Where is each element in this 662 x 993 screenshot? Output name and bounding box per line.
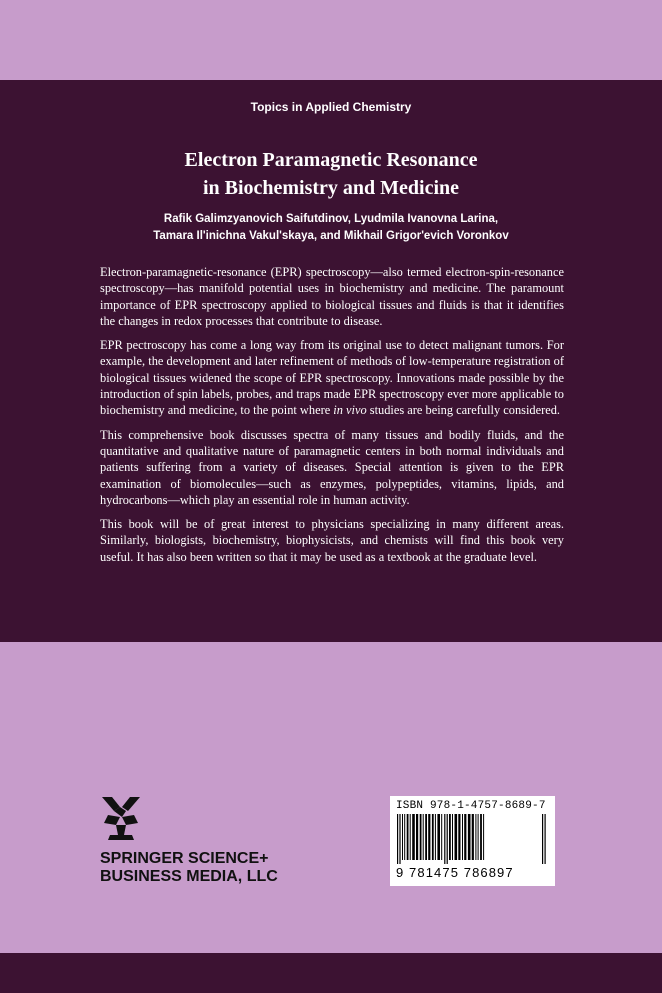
barcode-bar [420, 814, 422, 860]
series-title: Topics in Applied Chemistry [250, 100, 412, 114]
barcode-bar [416, 814, 418, 860]
barcode-bars [396, 814, 547, 864]
barcode-bar [412, 814, 415, 860]
barcode-bar [455, 814, 458, 860]
barcode-digits: 9 781475 786897 [396, 865, 514, 880]
barcode-bar [449, 814, 451, 860]
barcode-bar [404, 814, 405, 860]
barcode-bar [464, 814, 466, 860]
publisher-line-1: SPRINGER SCIENCE+ [100, 850, 269, 867]
barcode-bar [452, 814, 453, 860]
barcode-bar [444, 814, 445, 864]
barcode-bar [542, 814, 543, 864]
barcode-bar [435, 814, 436, 860]
book-title-line-1: Electron Paramagnetic Resonance [184, 149, 478, 171]
authors [0, 211, 662, 245]
barcode-bar [545, 814, 546, 864]
barcode-bar [478, 814, 479, 860]
authors-line-1: Rafik Galimzyanovich Saifutdinov, Lyudmila Ivanovna Larina, [163, 213, 499, 225]
barcode-bar [410, 814, 411, 860]
isbn-barcode [390, 796, 555, 886]
isbn-label: ISBN 978-1-4757-8689-7 [396, 800, 546, 812]
barcode-bar [480, 814, 482, 860]
back-cover-panel [0, 80, 662, 642]
barcode-bar [432, 814, 434, 860]
blurb-paragraph-4: This book will be of great interest to physicians specializing in many different areas. Similarly, biologists, biochemistry, biophysicists, and chemists will find this book very useful. It has also been written so that it may be used as a textbook at the graduate level. [100, 517, 564, 564]
barcode-bar [407, 814, 409, 860]
publisher-name [100, 850, 278, 886]
barcode-bar [425, 814, 427, 860]
barcode-bar [437, 814, 440, 860]
blurb-paragraph-3: This comprehensive book discusses spectra of many tissues and bodily fluids, and the quantitative and qualitative nature of paramagnetic centers in both normal individuals and patients suffering from a variety of diseases. Special attention is given to the EPR examination of biomolecules—such as enzymes, polypeptides, vitamins, lipids, and hydrocarbons—which play an essential role in human activity. [100, 427, 564, 507]
blurb [100, 264, 564, 573]
barcode-bar [399, 814, 400, 864]
barcode-bar [402, 814, 403, 860]
barcode-bar [397, 814, 398, 864]
barcode-bar [458, 814, 460, 860]
top-band [0, 0, 662, 80]
barcode-bar [483, 814, 484, 860]
springer-chess-knight-icon [100, 795, 142, 841]
barcode-bar [423, 814, 424, 860]
book-title-line-2: in Biochemistry and Medicine [202, 177, 460, 199]
barcode-bar [462, 814, 463, 860]
barcode-bar [447, 814, 448, 864]
blurb-paragraph-2: EPR pectroscopy has come a long way from its original use to detect malignant tumors. For example, the development and later refinement of methods of low-temperature registration of biological tissues widened the scope of EPR spectroscopy. Innovations made possible by the introduction of spin labels, probes, and traps made EPR spectroscopy ever more applicable to biochemistry and medicine, to the point where in vivo studies are being carefully considered. [100, 338, 564, 418]
authors-line-2: Tamara Il'inichna Vakul'skaya, and Mikhail Grigor'evich Voronkov [153, 230, 509, 242]
barcode-bar [468, 814, 471, 860]
blurb-paragraph-1: Electron-paramagnetic-resonance (EPR) spectroscopy—also termed electron-spin-resonance spectroscopy—has manifold potential uses in biochemistry and medicine. The paramount importance of EPR spectroscopy applied to biological tissues and fluids is that it identifies the changes in redox processes that contribute to disease. [100, 265, 564, 328]
publisher-line-2: BUSINESS MEDIA, LLC [100, 868, 278, 885]
bottom-strip [0, 953, 662, 993]
book-title [0, 146, 662, 202]
barcode-bar [441, 814, 442, 860]
barcode-bar [475, 814, 476, 860]
barcode-bar [472, 814, 474, 860]
barcode-bar [428, 814, 430, 860]
